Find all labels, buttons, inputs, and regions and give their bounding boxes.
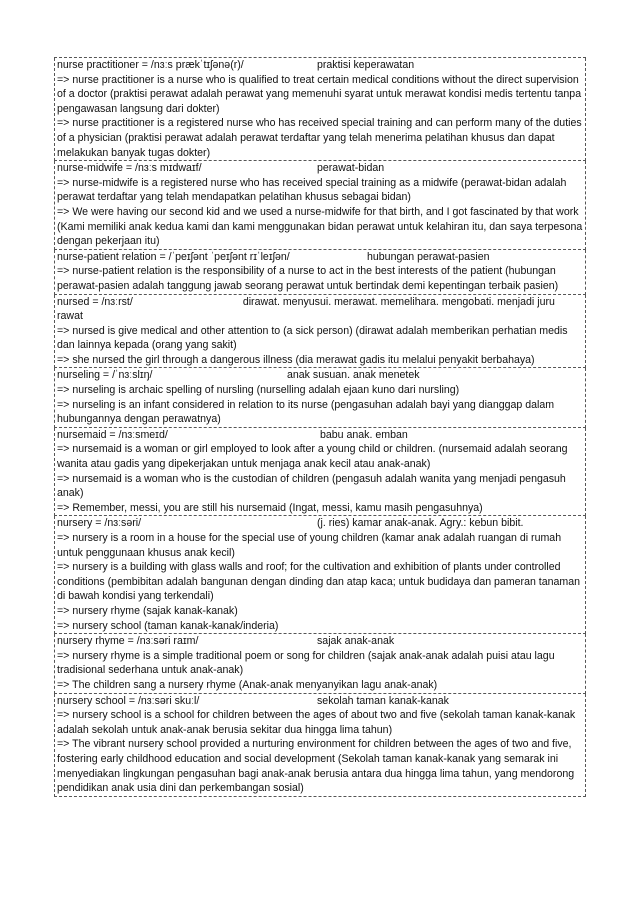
entry-sentence: => nursery is a room in a house for the special use of young children (kamar anak adalah ruangan di rumah untuk penggunaan khusus anak kecil) xyxy=(57,532,562,559)
entry-gloss: perawat-bidan xyxy=(317,162,385,175)
dictionary-entry xyxy=(54,368,586,427)
entry-sentence: => nursemaid is a woman or girl employed to look after a young child or children. (nursemaid adalah seorang wanita atau gadis yang dipekerjakan untuk menjaga anak kecil atau anak-anak) xyxy=(57,443,568,471)
entry-sentence: => nurse practitioner is a nurse who is qualified to treat certain medical conditions without the direct supervision of a doctor (praktisi perawat adalah perawat yang memenuhi syarat untuk merawat kondisi medis tertentu tanpa pengawasan langsung dari dokter) xyxy=(57,73,582,115)
entry-sentence: => she nursed the girl through a dangerous illness (dia merawat gadis itu melalui penyakit berbahaya) xyxy=(57,353,535,366)
entry-term: nurse-midwife = /nɜːs mɪdwaɪf/ xyxy=(57,162,202,175)
entry-sentence: => We were having our second kid and we used a nurse-midwife for that birth, and I got fascinated by that work (Kami memiliki anak kedua kami dan kami menggunakan bidan perawat untuk kelahiran itu, dan saya terpesona dengan pekerjaan itu) xyxy=(57,205,583,248)
entry-term: nurseling = /ˈnɜːslɪŋ/ xyxy=(57,369,153,382)
entry-sentence: => nursed is give medical and other attention to (a sick person) (dirawat adalah memberikan perhatian medis dan lainnya kepada (orang yang sakit) xyxy=(57,324,568,352)
dictionary-entry xyxy=(54,694,586,797)
entry-sentence: => Remember, messi, you are still his nursemaid (Ingat, messi, kamu masih pengasuhnya) xyxy=(57,501,483,514)
dictionary-page xyxy=(54,57,586,797)
entry-gloss: anak susuan. anak menetek xyxy=(287,369,420,382)
entry-term: nurse-patient relation = /ˈpeɪʃənt ˈpeɪʃənt rɪˈleɪʃən/ xyxy=(57,250,290,263)
entry-headline xyxy=(57,634,583,649)
entry-term: nursemaid = /nɜːsmeɪd/ xyxy=(57,428,168,441)
entry-headline xyxy=(57,295,583,324)
entry-gloss: dirawat. menyusui. merawat. memelihara. mengobati. menjadi juru rawat xyxy=(57,295,555,323)
entry-sentence: => The vibrant nursery school provided a nurturing environment for children between the ages of two and five, fostering early childhood education and social development (Sekolah taman kanak-kanak yang semarak ini menyediakan lingkungan pengasuhan bagi anak-anak berusia antara dua hingga lima tahun, yang mendorong pendidikan anak usia dini dan perkembangan sosial) xyxy=(57,738,575,795)
dictionary-entry xyxy=(54,428,586,517)
entry-sentence: => nurse-patient relation is the responsibility of a nurse to act in the best interests of the patient (hubungan perawat-pasien adalah tanggung jawab seorang perawat untuk bertindak demi kepentingan terbaik pasien) xyxy=(57,265,559,292)
entry-sentence: => nursery school (taman kanak-kanak/inderia) xyxy=(57,619,279,632)
entry-gloss: hubungan perawat-pasien xyxy=(367,250,490,263)
entry-headline xyxy=(57,694,583,709)
entry-term: nursery = /nɜːsəri/ xyxy=(57,517,142,530)
entry-headline xyxy=(57,428,583,443)
entry-term: nursery rhyme = /nɜːsəri raɪm/ xyxy=(57,635,199,648)
entry-term: nursed = /nɜːrst/ xyxy=(57,295,133,308)
entry-headline xyxy=(57,368,583,383)
entry-headline xyxy=(57,58,583,73)
dictionary-entry xyxy=(54,250,586,295)
entry-sentence: => nurseling is archaic spelling of nursling (nurselling adalah ejaan kuno dari nursling) xyxy=(57,384,460,397)
entry-gloss: praktisi keperawatan xyxy=(317,59,415,71)
entry-sentence: => nursemaid is a woman who is the custodian of children (pengasuh adalah wanita yang menjadi pengasuh anak) xyxy=(57,472,566,500)
dictionary-entry xyxy=(54,161,586,250)
entry-sentence: => nursery school is a school for children between the ages of about two and five (sekolah taman kanak-kanak adalah sekolah untuk anak-anak berusia sekitar dua hingga lima tahun) xyxy=(57,709,576,736)
entry-sentence: => nursery rhyme (sajak kanak-kanak) xyxy=(57,604,238,617)
entry-term: nurse practitioner = /nɜːs prækˈtɪʃənə(r)/ xyxy=(57,59,244,71)
entry-headline xyxy=(57,161,583,176)
entry-sentence: => nurse-midwife is a registered nurse who has received special training as a midwife (perawat-bidan adalah perawat terdaftar yang telah mendapatkan pelatihan khusus sebagai bidan) xyxy=(57,176,567,204)
dictionary-entry xyxy=(54,295,586,369)
entry-sentence: => nurse practitioner is a registered nurse who has received special training and can perform many of the duties of a physician (praktisi perawat adalah perawat terdaftar yang telah menerima pelatihan khusus dan dapat melakukan banyak tugas dokter) xyxy=(57,117,582,159)
entry-sentence: => nurseling is an infant considered in relation to its nurse (pengasuhan adalah bayi yang dianggap dalam hubungannya dengan perawatnya) xyxy=(57,398,555,426)
entry-gloss: sekolah taman kanak-kanak xyxy=(317,694,449,707)
dictionary-entry xyxy=(54,58,586,161)
dictionary-entry xyxy=(54,516,586,634)
entry-gloss: sajak anak-anak xyxy=(317,635,395,648)
entry-headline xyxy=(57,250,583,265)
dictionary-entry xyxy=(54,634,586,693)
entry-sentence: => nursery rhyme is a simple traditional poem or song for children (sajak anak-anak adalah puisi atau lagu tradisional sederhana untuk anak-anak) xyxy=(57,649,555,677)
entry-gloss: babu anak. emban xyxy=(320,428,408,441)
entry-gloss: (j. ries) kamar anak-anak. Agry.: kebun bibit. xyxy=(317,517,524,530)
entry-headline xyxy=(57,516,583,531)
entry-sentence: => The children sang a nursery rhyme (Anak-anak menyanyikan lagu anak-anak) xyxy=(57,678,438,691)
entry-sentence: => nursery is a building with glass walls and roof; for the cultivation and exhibition of plants under controlled conditions (pembibitan adalah bangunan dengan dinding dan atap kaca; untuk budidaya dan pameran tanaman di bawah kondisi yang terkendali) xyxy=(57,561,581,603)
entry-term: nursery school = /nɜːsəri skuːl/ xyxy=(57,694,200,707)
